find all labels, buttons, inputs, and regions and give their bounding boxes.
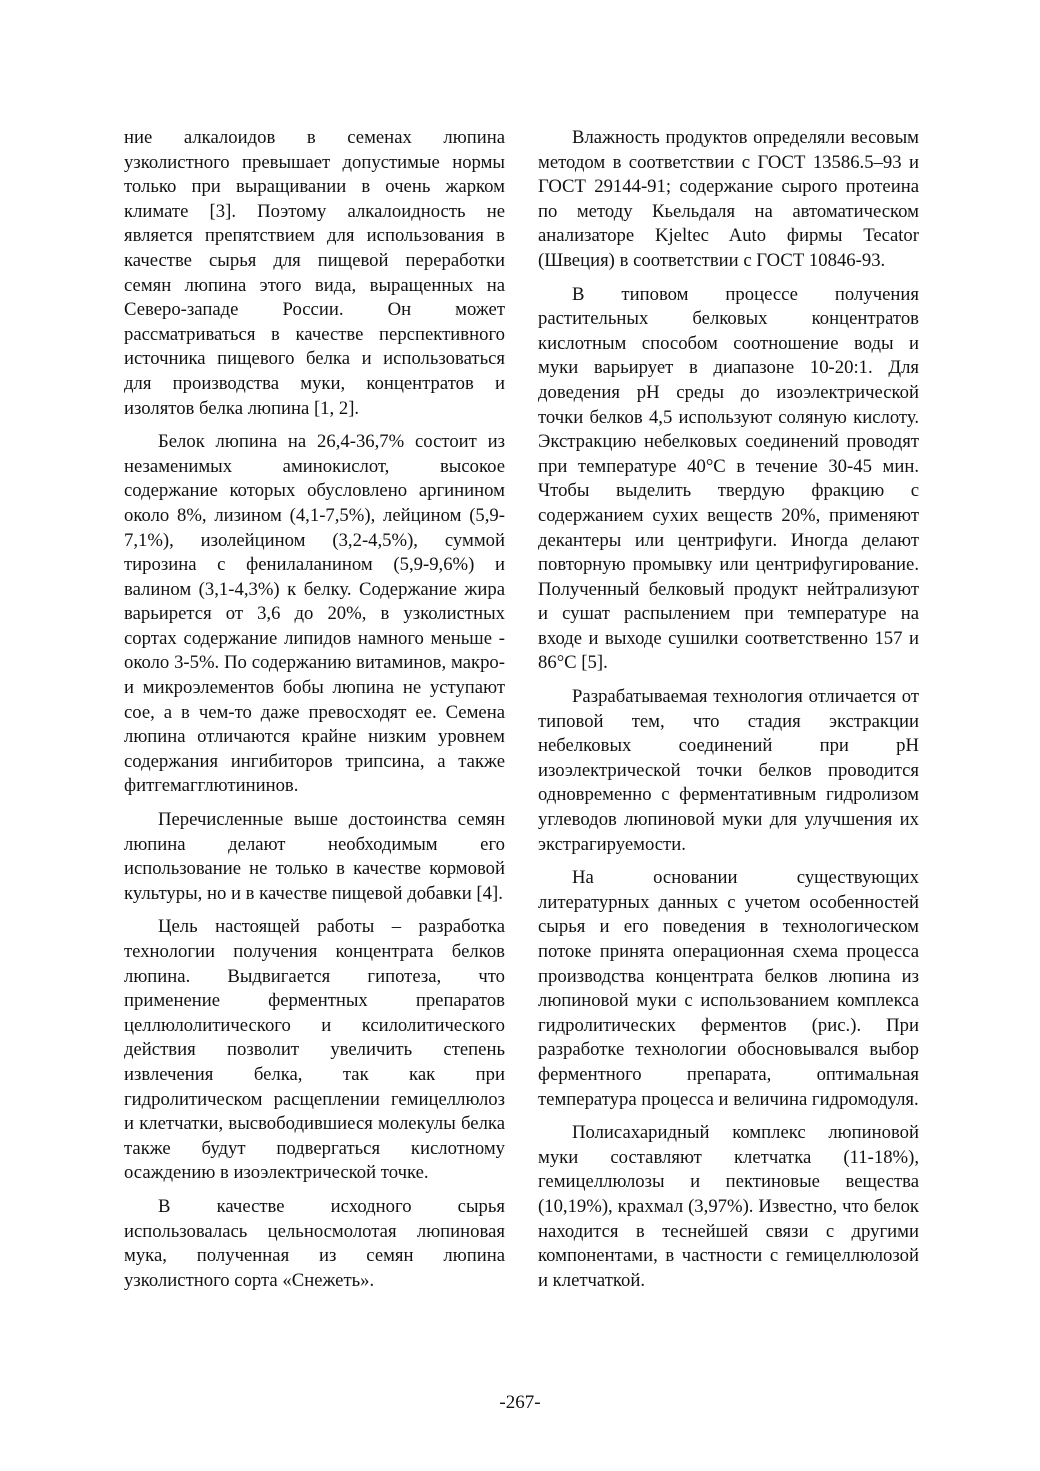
- paragraph: Перечисленные выше достоинства семян люпина делают необходимым его использование не только в качестве кормовой культуры, но и в качестве пищевой добавки [4].: [124, 809, 505, 904]
- paragraph: Цель настоящей работы – разработка технологии получения концентрата белков люпина. Выдвигается гипотеза, что применение ферментных препаратов целлюлолитического и ксилолитического действия позволит увеличить степень извлечения белка, так как при гидролитическом расщеплении гемицеллюлоз и клетчатки, высвободившиеся молекулы белка также будут подвергаться кислотному осаждению в изоэлектрической точке.: [124, 916, 505, 1184]
- paragraph: На основании существующих литературных данных с учетом особенностей сырья и его поведения в технологическом потоке принята операционная схема процесса производства концентрата белков люпина из люпиновой муки с использованием комплекса гидролитических ферментов (рис.). При разработке технологии обосновывался выбор ферментного препарата, оптимальная температура процесса и величина гидромодуля.: [538, 867, 919, 1110]
- paragraph: В типовом процессе получения растительных белковых концентратов кислотным способом соотношение воды и муки варьирует в диапазоне 10-20:1. Для доведения pH среды до изоэлектрической точки белков 4,5 используют соляную кислоту. Экстракцию небелковых соединений проводят при температуре 40°С в течение 30-45 мин. Чтобы выделить твердую фракцию с содержанием сухих веществ 20%, применяют декантеры или центрифуги. Иногда делают повторную промывку или центрифугирование. Полученный белковый продукт нейтрализуют и сушат распылением при температуре на входе и выходе сушилки соответственно 157 и 86°С [5].: [538, 283, 919, 674]
- page-number: -267-: [499, 1392, 541, 1413]
- paragraph: Влажность продуктов определяли весовым методом в соответствии с ГОСТ 13586.5–93 и ГОСТ 29144-91; содержание сырого протеина по методу Кьельдаля на автоматическом анализаторе Kjeltec Auto фирмы Tecator (Швеция) в соответствии с ГОСТ 10846-93.: [538, 127, 919, 271]
- paragraph: В качестве исходного сырья использовалась цельносмолотая люпиновая мука, полученная из семян люпина узколистного сорта «Снежеть».: [124, 1195, 505, 1291]
- paragraph: Полисахаридный комплекс люпиновой муки составляют клетчатка (11-18%), гемицеллюлозы и пектиновые вещества (10,19%), крахмал (3,97%). Известно, что белок находится в теснейшей связи с другими компонентами, в частности с гемицеллюлозой и клетчаткой.: [538, 1122, 919, 1291]
- left-text-column: [124, 126, 505, 1302]
- right-text-column: [538, 126, 919, 1302]
- paragraph: Разрабатываемая технология отличается от типовой тем, что стадия экстракции небелковых соединений при pH изоэлектрической точки белков проводится одновременно с ферментативным гидролизом углеводов люпиновой муки для улучшения их экстрагируемости.: [538, 686, 919, 855]
- paragraph: ние алкалоидов в семенах люпина узколистного превышает допустимые нормы только при выращивании в очень жарком климате [3]. Поэтому алкалоидность не является препятствием для использования в качестве сырья для пищевой переработки семян люпина этого вида, выращенных на Северо-западе России. Он может рассматриваться в качестве перспективного источника пищевого белка и использоваться для производства муки, концентратов и изолятов белка люпина [1, 2].: [124, 127, 505, 419]
- paragraph: Белок люпина на 26,4-36,7% состоит из незаменимых аминокислот, высокое содержание которых обусловлено аргинином около 8%, лизином (4,1-7,5%), лейцином (5,9-7,1%), изолейцином (3,2-4,5%), суммой тирозина с фенилаланином (5,9-9,6%) и валином (3,1-4,3%) к белку. Содержание жира варьирется от 3,6 до 20%, в узколистных сортах содержание липидов намного меньше - около 3-5%. По содержанию витаминов, макро- и микроэлементов бобы люпина не уступают сое, а в чем-то даже превосходят ее. Семена люпина отличаются крайне низким уровнем содержания ингибиторов трипсина, а также фитгемагглютининов.: [124, 431, 505, 797]
